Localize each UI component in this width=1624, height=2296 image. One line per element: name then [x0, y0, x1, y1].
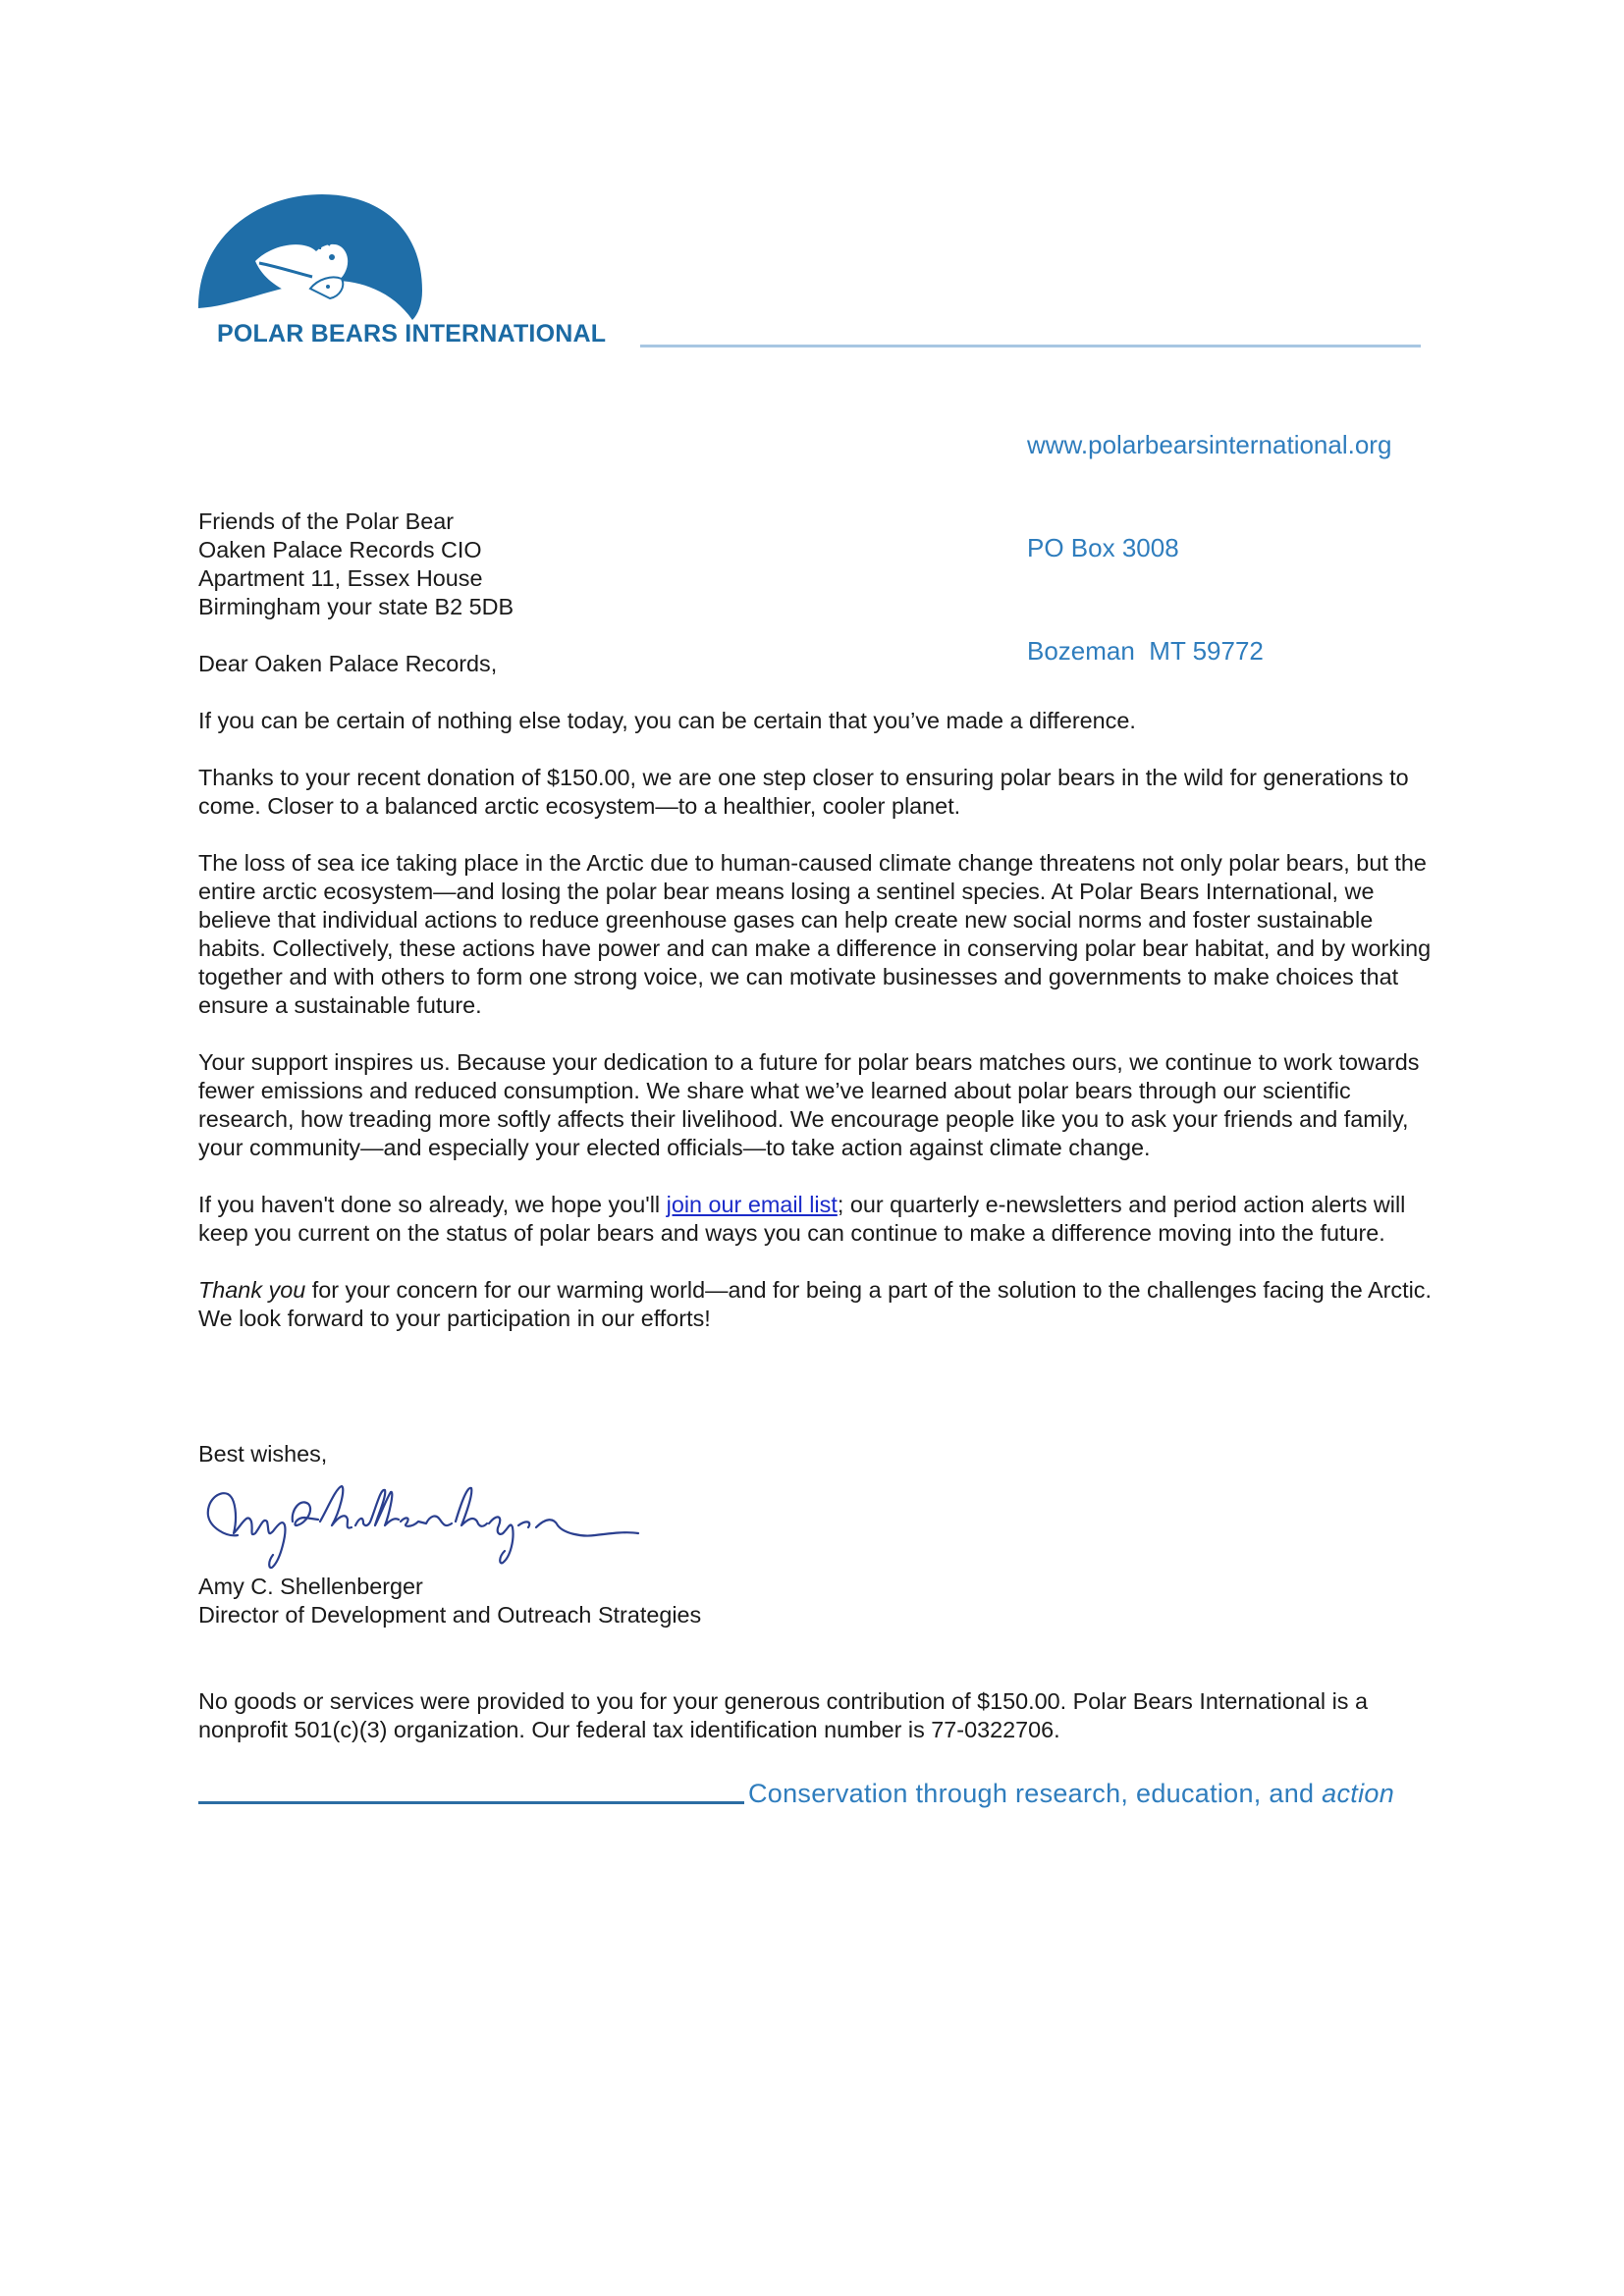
- paragraph-text: for your concern for our warming world—and for being a part of the solution to the challenges facing the Arctic. We look forward to your participation in our efforts!: [198, 1277, 1432, 1331]
- city-text: Bozeman MT 59772: [1027, 636, 1264, 666]
- letter-body: [198, 507, 1445, 1362]
- paragraph: Your support inspires us. Because your dedication to a future for polar bears matches ours, we continue to work towards fewer emissions and reduced consumption. We share what we’ve learned about polar bears through our scientific research, how treading more softly affects their livelihood. We encourage people like you to ask your friends and family, your community—and especially your elected officials—to take action against climate change.: [198, 1049, 1420, 1160]
- paragraph: Thanks to your recent donation of $150.00, we are one step closer to ensuring polar bears in the wild for generations to come. Closer to a balanced arctic ecosystem—to a healthier, cooler planet.: [198, 765, 1409, 819]
- signer-title: Director of Development and Outreach Strategies: [198, 1602, 702, 1628]
- po-box-text: PO Box 3008: [1027, 533, 1179, 562]
- tax-disclaimer: No goods or services were provided to you for your generous contribution of $150.00. Polar Bears International is a nonprofit 501(c)(3) organization. Our federal tax identification number is 77-0322706.: [198, 1688, 1369, 1742]
- handwritten-signature: [198, 1468, 666, 1575]
- organization-name: POLAR BEARS INTERNATIONAL: [217, 320, 607, 347]
- salutation: Dear Oaken Palace Records,: [198, 651, 498, 676]
- address-line: Oaken Palace Records CIO: [198, 537, 482, 562]
- paragraph: [198, 1276, 1445, 1333]
- address-line: Birmingham your state B2 5DB: [198, 594, 514, 619]
- email-list-link[interactable]: join our email list: [666, 1192, 838, 1217]
- closing: Best wishes,: [198, 1441, 328, 1467]
- recipient-address: [198, 507, 1445, 621]
- tagline-text: Conservation through research, education, and: [748, 1779, 1323, 1808]
- paragraph: The loss of sea ice taking place in the Arctic due to human-caused climate change threatens not only polar bears, but the entire arctic ecosystem—and losing the polar bear means losing a sentinel species. At Polar Bears International, we believe that individual actions to reduce greenhouse gases can help create new social norms and foster sustainable habits. Collectively, these actions have power and can make a difference in conserving polar bear habitat, and by working together and with others to form one strong voice, we can motivate businesses and governments to make choices that ensure a sustainable future.: [198, 850, 1432, 1018]
- signer-name: Amy C. Shellenberger: [198, 1574, 423, 1599]
- address-line: Friends of the Polar Bear: [198, 508, 455, 534]
- footer-tagline: [748, 1779, 1394, 1809]
- tagline-emphasis: action: [1322, 1779, 1395, 1808]
- paragraph-text: ; our quarterly e-newsletters and period action alerts will keep you current on the status of polar bears and ways you can continue to make a difference moving into the future.: [198, 1192, 1406, 1246]
- paragraph: If you can be certain of nothing else today, you can be certain that you’ve made a difference.: [198, 708, 1136, 733]
- header-divider: [640, 345, 1421, 347]
- emphasis-text: Thank you: [198, 1277, 306, 1303]
- signer-block: [198, 1573, 701, 1629]
- paragraph: [198, 1191, 1445, 1248]
- footer-divider: [198, 1801, 744, 1804]
- address-line: Apartment 11, Essex House: [198, 565, 483, 591]
- website-text: www.polarbearsinternational.org: [1027, 430, 1392, 459]
- polar-bear-logo: [194, 192, 426, 324]
- paragraph-text: If you haven't done so already, we hope you'll: [198, 1192, 667, 1217]
